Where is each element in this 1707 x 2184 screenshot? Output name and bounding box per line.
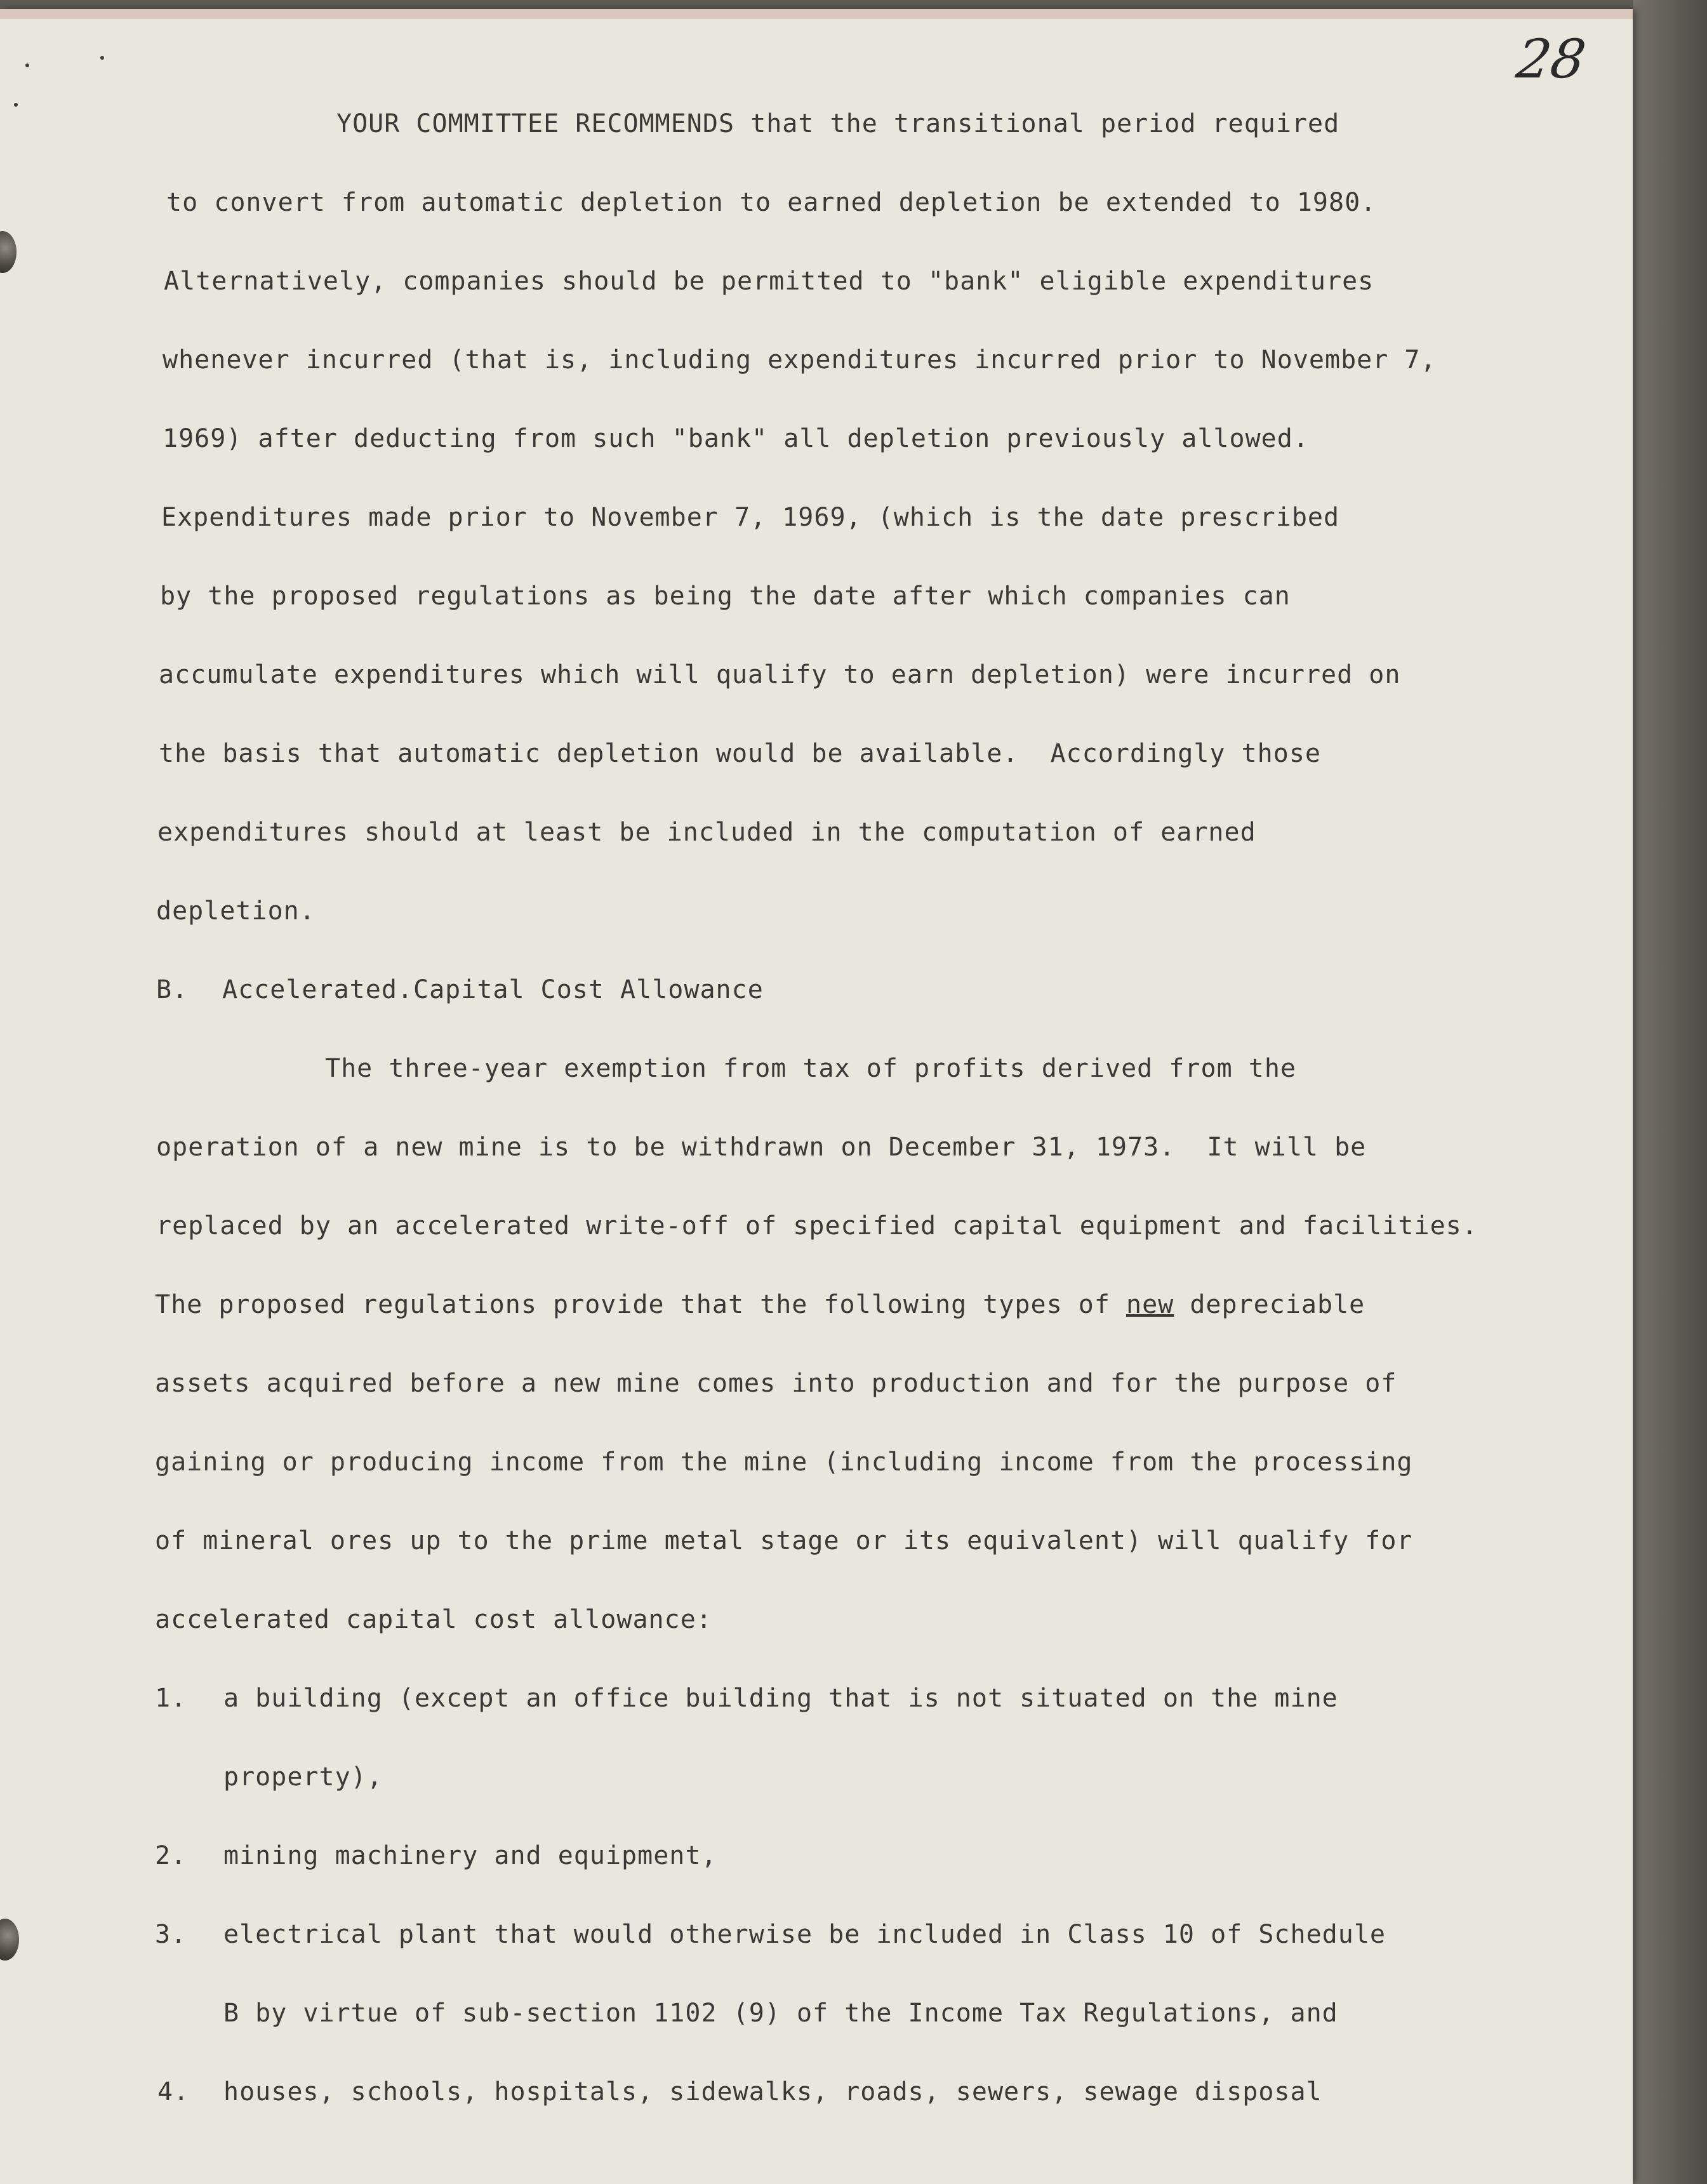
list-item-number: 3. — [155, 1920, 187, 1949]
speck — [25, 63, 29, 67]
paragraph-line-text: The proposed regulations provide that the following types of — [155, 1290, 1127, 1319]
paragraph-line: the basis that automatic depletion would be available. Accordingly those — [159, 739, 1321, 768]
underlined-new: new — [1126, 1290, 1174, 1319]
speck — [14, 103, 18, 107]
paragraph-line: whenever incurred (that is, including expenditures incurred prior to November 7, — [163, 345, 1437, 375]
list-item-number: 2. — [155, 1841, 187, 1870]
paragraph-line: operation of a new mine is to be withdrawn on December 31, 1973. It will be — [156, 1133, 1367, 1162]
paragraph-line — [336, 109, 1339, 138]
page-edge-shadow — [1633, 0, 1707, 2184]
list-item-text: B by virtue of sub-section 1102 (9) of the Income Tax Regulations, and — [223, 1999, 1338, 2028]
paragraph-line: Expenditures made prior to November 7, 1969, (which is the date prescribed — [161, 503, 1340, 532]
paragraph-line — [155, 1290, 1365, 1319]
paragraph-line: accelerated capital cost allowance: — [155, 1605, 712, 1634]
paragraph-line: The three-year exemption from tax of profits derived from the — [325, 1054, 1297, 1083]
paragraph-line: gaining or producing income from the mine (including income from the processing — [155, 1448, 1413, 1477]
paragraph-line: to convert from automatic depletion to earned depletion be extended to 1980. — [166, 188, 1377, 217]
paragraph-line: Alternatively, companies should be permitted to "bank" eligible expenditures — [164, 267, 1374, 296]
section-b-marker: B. — [156, 975, 189, 1004]
top-paper-strip — [0, 9, 1633, 19]
binder-hole-top — [0, 231, 17, 273]
paragraph-line: by the proposed regulations as being the date after which companies can — [160, 582, 1291, 611]
paragraph-line-text: depreciable — [1174, 1290, 1365, 1319]
list-item-text: mining machinery and equipment, — [223, 1841, 717, 1870]
list-item-text: electrical plant that would otherwise be included in Class 10 of Schedule — [223, 1920, 1386, 1949]
paragraph-line: accumulate expenditures which will qualify to earn depletion) were incurred on — [159, 660, 1401, 689]
list-item-text: a building (except an office building that is not situated on the mine — [223, 1684, 1338, 1713]
list-item-number: 4. — [157, 2077, 190, 2107]
speck — [100, 56, 104, 60]
document-page — [0, 9, 1633, 2184]
page-number: 28 — [1513, 28, 1590, 90]
committee-recommends: YOUR COMMITTEE RECOMMENDS — [336, 109, 735, 138]
paragraph-line-text: that the transitional period required — [734, 109, 1340, 138]
paragraph-line: assets acquired before a new mine comes into production and for the purpose of — [155, 1369, 1397, 1398]
list-item-text: property), — [223, 1762, 383, 1792]
paragraph-line: of mineral ores up to the prime metal stage or its equivalent) will qualify for — [155, 1526, 1413, 1555]
paragraph-line: expenditures should at least be included in the computation of earned — [157, 818, 1256, 847]
list-item-number: 1. — [155, 1684, 187, 1713]
paragraph-line: depletion. — [156, 896, 315, 926]
list-item-text: houses, schools, hospitals, sidewalks, roads, sewers, sewage disposal — [223, 2077, 1322, 2107]
paragraph-line: replaced by an accelerated write-off of specified capital equipment and facilities. — [156, 1211, 1478, 1241]
section-b-heading: Accelerated.Capital Cost Allowance — [222, 975, 764, 1004]
paragraph-line: 1969) after deducting from such "bank" all depletion previously allowed. — [163, 424, 1309, 453]
binder-hole-bottom — [0, 1919, 19, 1961]
